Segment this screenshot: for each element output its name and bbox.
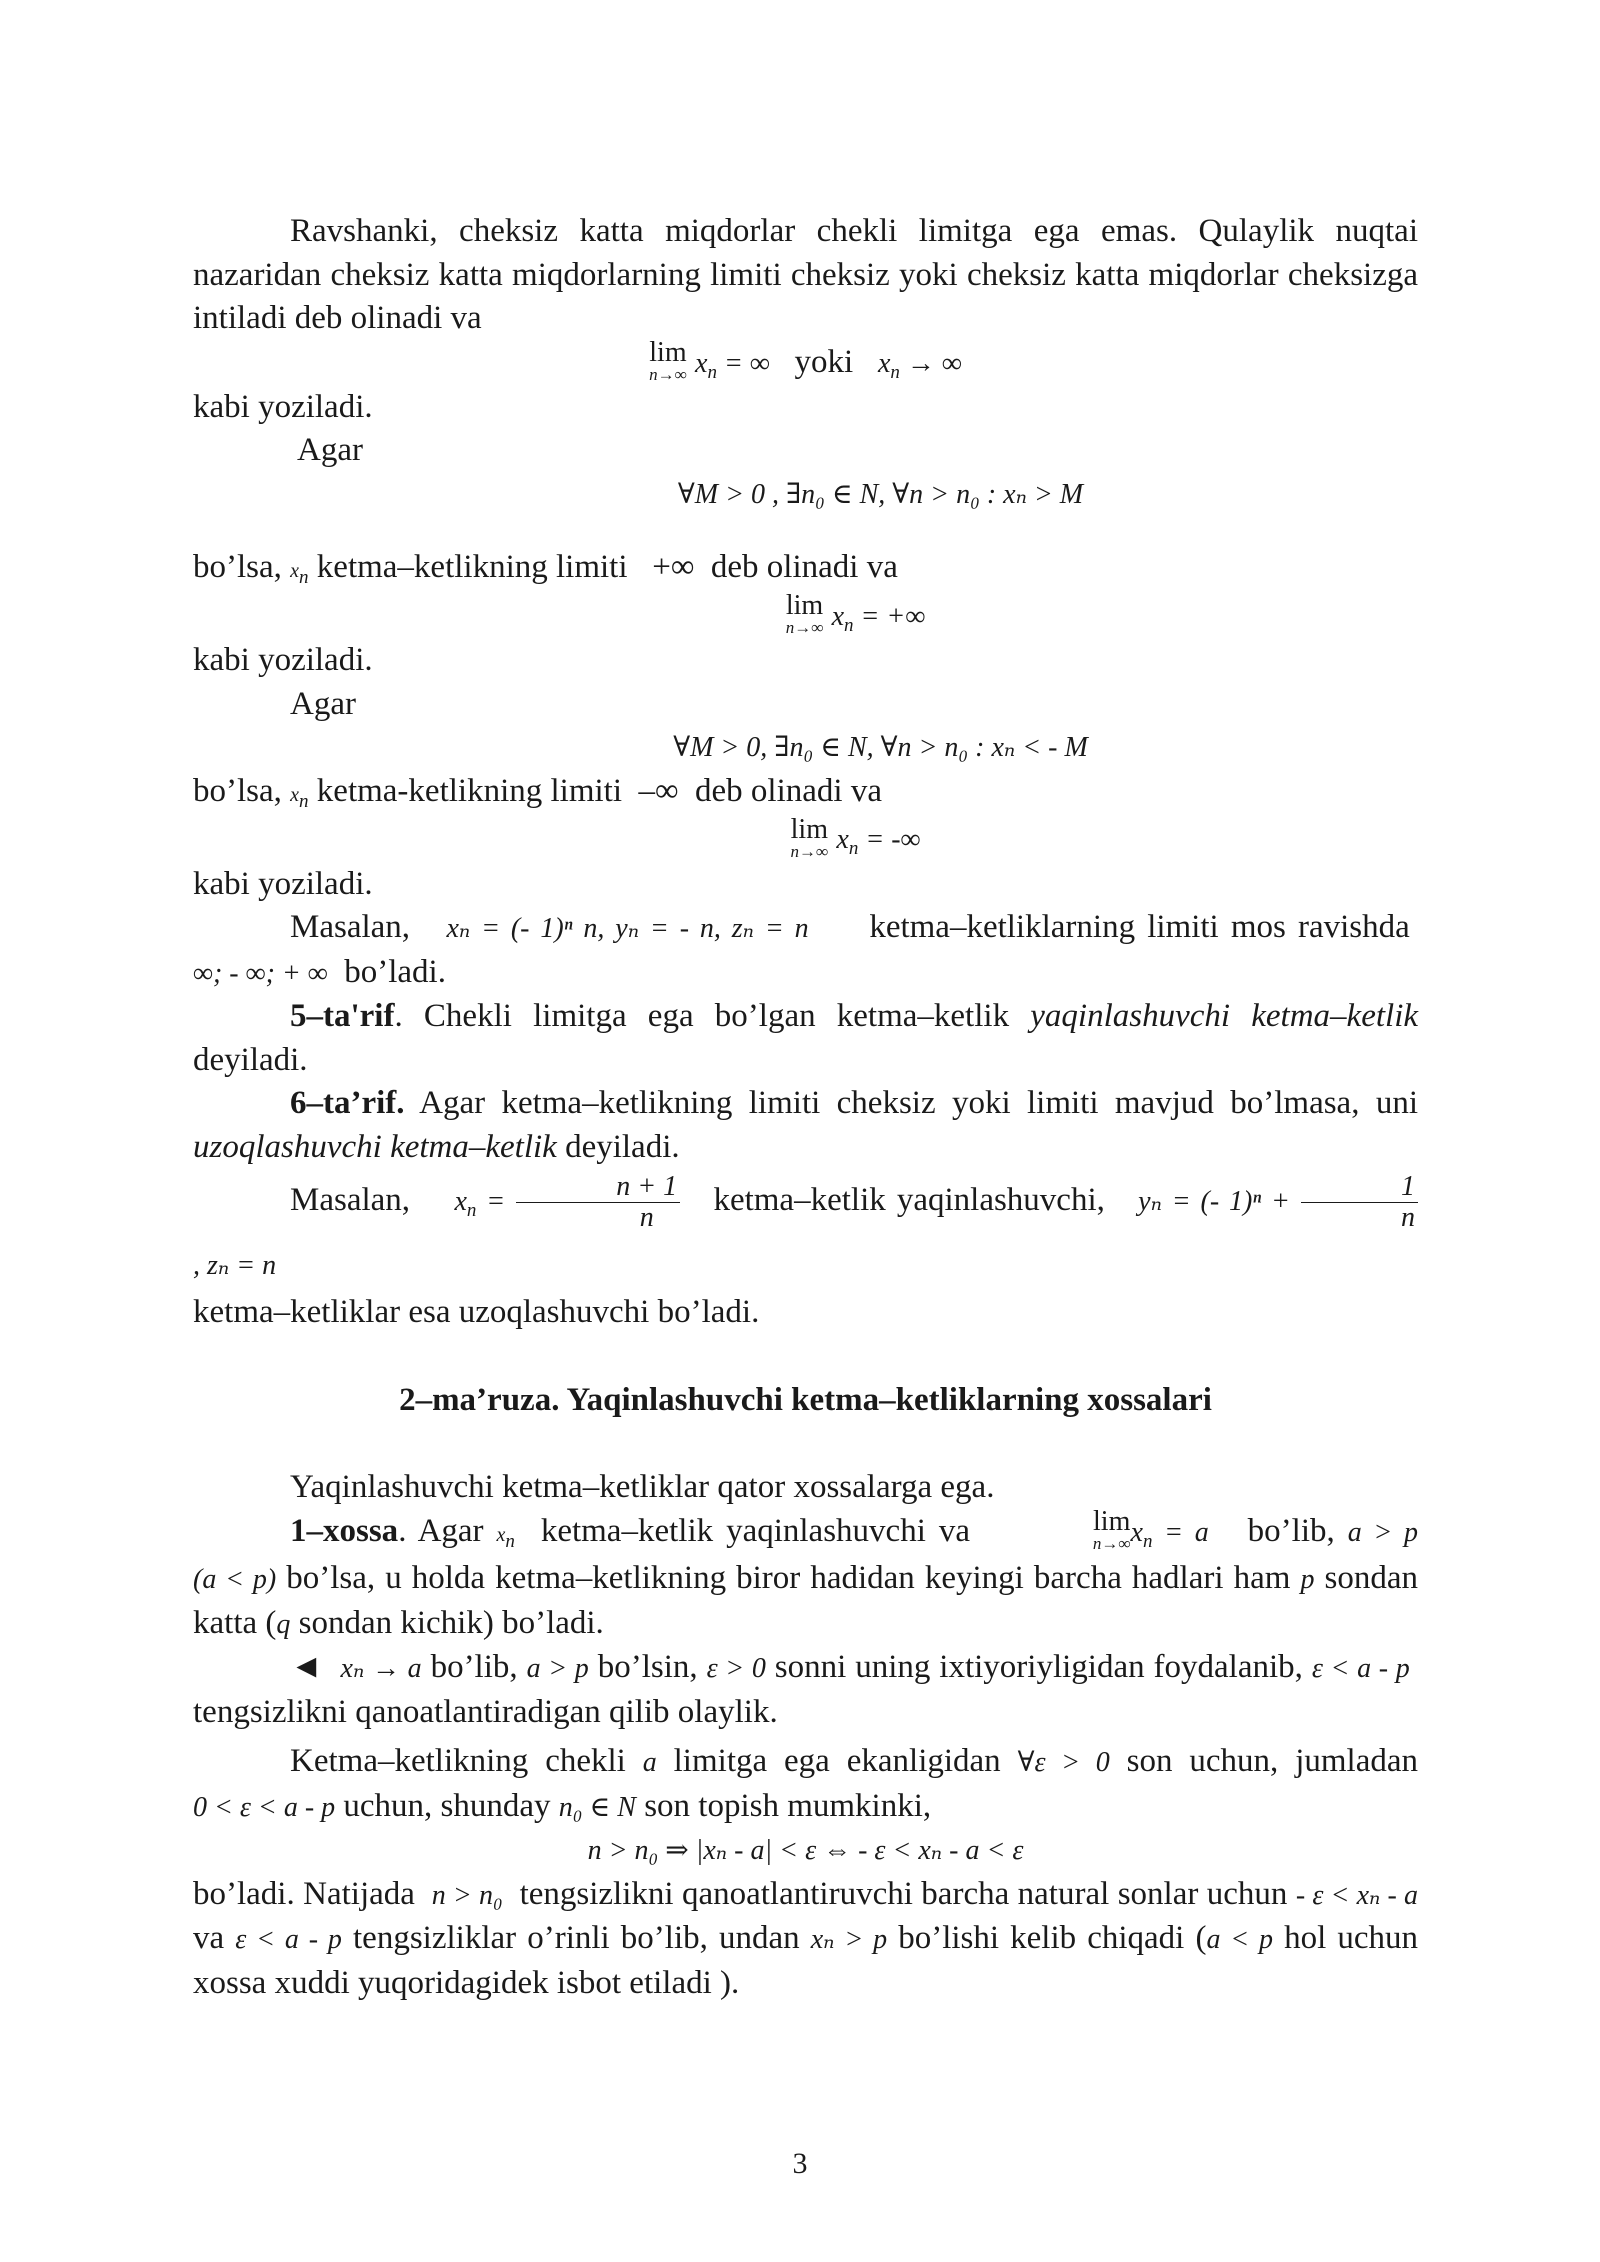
fraction-1-over-n: $\frac{1}{n}$ xyxy=(1301,1172,1418,1233)
formula-condition-minus: ∀M > 0, ∃n₀ ∈ N, ∀n > n₀ : xₙ < - M xyxy=(673,732,1088,764)
formula-condition-plus: ∀M > 0 , ∃n₀ ∈ N, ∀n > n₀ : xₙ > M xyxy=(677,478,1084,510)
paragraph-intro-properties: Yaqinlashuvchi ketma–ketliklar qator xossalarga ega. xyxy=(290,1469,995,1506)
text-kabi-yoziladi: kabi yoziladi. xyxy=(193,642,373,679)
limit-operator: lim n→∞ xyxy=(649,336,687,384)
proof-paragraph-1: ◄ xₙ → a bo’lib, a > p bo’lsin, ε > 0 sonni uning ixtiyoriyligidan foydalanib, ε < a - p tengsizlikni qanoatlantiradigan qilib olaylik. xyxy=(193,1649,1410,1730)
paragraph-example-1: Masalan, xₙ = (- 1)ⁿ n, yₙ = - n, zₙ = n ketma–ketliklarning limiti mos ravishda ∞; - ∞; + ∞ bo’ladi. xyxy=(193,909,1410,990)
plus-infinity: +∞ xyxy=(652,549,695,586)
property-1: 1–xossa. Agar $x_n$ ketma–ketlik yaqinlashuvchi va lim n→∞ $x_n = a$ bo’lib, a > p (a < p) bo’lsa, u holda ketma–ketlikning biror hadidan keyingi barcha hadlari ham p sondan katta (q sondan kichik) bo’ladi. xyxy=(193,1506,1419,1641)
definition-6: 6–ta’rif. Agar ketma–ketlikning limiti cheksiz yoki limiti mavjud bo’lmasa, uni uzoqlashuvchi ketma–ketlik deyiladi. xyxy=(193,1085,1418,1165)
formula-lim-plus-infinity: lim n→∞ $x_n$ = +∞ xyxy=(785,590,926,638)
text-agar: Agar xyxy=(297,432,363,469)
line-limit-plus-infinity: bo’lsa, $x_n$ ketma–ketlikning limiti +∞ deb olinadi va xyxy=(193,549,898,589)
formula-epsilon-neighborhood: n > n₀ ⇒ |xₙ - a| < ε ⇔ - ε < xₙ - a < ε xyxy=(587,1835,1024,1867)
paragraph-infinite-intro: Ravshanki, cheksiz katta miqdorlar chekli limitga ega emas. Qulaylik nuqtai nazaridan cheksiz katta miqdorlarning limiti cheksiz yoki cheksiz katta miqdorlar cheksizga intiladi deb olinadi va xyxy=(193,213,1418,336)
minus-infinity: –∞ xyxy=(638,772,679,809)
text-agar: Agar xyxy=(290,685,356,722)
formula-lim-infinity: lim n→∞ $x_n$ = ∞ yoki $x_n$ → ∞ xyxy=(649,336,962,384)
text-divergent: ketma–ketliklar esa uzoqlashuvchi bo’ladi. xyxy=(193,1294,760,1331)
section-title: 2–ma’ruza. Yaqinlashuvchi ketma–ketliklarning xossalari xyxy=(399,1381,1212,1418)
paragraph-example-2: Masalan, $x_n$ = $\frac{n + 1}{n}$ ketma–ketlik yaqinlashuvchi, yₙ = (- 1)ⁿ + $\frac{1}{n}$ , zₙ = n xyxy=(193,1169,1418,1297)
text-kabi-yoziladi: kabi yoziladi. xyxy=(193,865,373,902)
line-limit-minus-infinity: bo’lsa, $x_n$ ketma-ketlikning limiti –∞ deb olinadi va xyxy=(193,772,882,812)
formula-lim-minus-infinity: lim n→∞ $x_n$ = -∞ xyxy=(790,813,921,861)
fraction-n-plus-1-over-n: $\frac{n + 1}{n}$ xyxy=(516,1172,680,1233)
page-content xyxy=(193,210,1418,2005)
definition-5: 5–ta'rif. Chekli limitga ega bo’lgan ketma–ketlik yaqinlashuvchi ketma–ketlik deyiladi. xyxy=(193,998,1419,1078)
page-number: 3 xyxy=(792,2147,808,2180)
text-kabi-yoziladi: kabi yoziladi. xyxy=(193,388,373,425)
proof-paragraph-3: bo’ladi. Natijada n > n₀ tengsizlikni qanoatlantiruvchi barcha natural sonlar uchun - ε < xₙ - a va ε < a - p tengsizliklar o’rinli bo’lib, undan xₙ > p bo’lishi kelib chiqadi (a < p hol uchun xossa xuddi yuqoridagidek isbot etiladi ). xyxy=(193,1875,1419,2001)
word-yoki: yoki xyxy=(794,343,854,380)
proof-paragraph-2: Ketma–ketlikning chekli a limitga ega ekanligidan ∀ε > 0 son uchun, jumladan 0 < ε < a - p uchun, shunday n₀ ∈ N son topish mumkinki, xyxy=(193,1743,1418,1824)
proof-start-triangle-icon: ◄ xyxy=(290,1649,323,1686)
